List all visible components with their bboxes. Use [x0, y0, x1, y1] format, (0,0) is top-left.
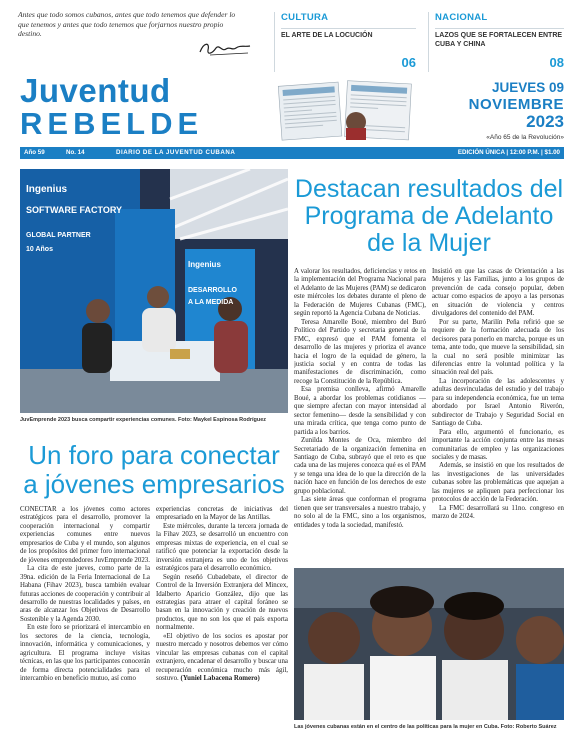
info-bar [20, 147, 564, 159]
paragraph: Por su parte, Marilín Peña refirió que se requiere de la formación adecuada de los decisores para ponerlo en marcha, porque es un tema, ante todo, que mueve la sensibilidad, sin la cual no será posible minimizar las diferencias entre la voluntad política y la situación real del país. [432, 318, 564, 377]
booth-text [26, 183, 122, 257]
photo-jovenes-cubanas [294, 568, 564, 720]
author-signoff: (Yuniel Labacena Romero) [180, 675, 260, 683]
paragraph: Este miércoles, durante la tercera jornada de la Fihav 2023, se desarrolló un encuentro con empresas mixtas de experiencia, en el cual se ratificó que potenciar la exportación desde la inversión extranjera es uno de los objetivos estratégicos para el desarrollo económico. [156, 522, 288, 573]
logo-juventud: Juventud [20, 72, 171, 109]
booth-brand: Ingenius [26, 184, 68, 195]
paragraph: La FMC desarrollará su 11no. congreso en marzo de 2024. [432, 504, 564, 521]
paragraph: Las siete áreas que conforman el programa tienen que ser transversales a nuestro trabajo, y no solo al de la FMC, sino a los organismos, entidades y toda la sociedad, manifestó. [294, 496, 426, 529]
issue-number: No. 14 [66, 149, 85, 156]
students-photo-illustration [294, 568, 564, 720]
article-mujer-col-1 [294, 268, 426, 564]
article-foro-col-2 [156, 506, 288, 738]
paragraph: En este foro se priorizará el intercambio en los sectores de la ciencia, tecnología, innovación, informática y comunicaciones, y agricultura. El programa incluye visitas técnicas, en las que los participantes conocerán de forma directa potencialidades para el intercambio en beneficio mutuo, así como [20, 624, 150, 683]
paragraph: Además, se insistió en que los resultados de las investigaciones de las universidades cubanas sobre las problemáticas que aquejan a las mujeres se apliquen para perfeccionar los protocolos de acción de la Federación. [432, 462, 564, 504]
booth-brand-right: Ingenius [188, 260, 221, 269]
photo-caption: Las jóvenes cubanas están en el centro de las políticas para la mujer en Cuba. Foto: Roberto Suárez [294, 724, 557, 730]
year-motto: «Año 65 de la Revolución» [486, 134, 564, 141]
booth-desarrollo: DESARROLLO [188, 287, 237, 294]
teaser-title: LAZOS QUE SE FORTALECEN ENTRE CUBA Y CHINA [435, 32, 563, 48]
logo-rebelde: REBELDE [20, 106, 204, 141]
newspaper-tagline: DIARIO DE LA JUVENTUD CUBANA [116, 149, 236, 156]
teaser-cultura[interactable] [274, 12, 420, 72]
date-day: JUEVES 09 [491, 80, 564, 95]
newspaper-stack-image [272, 78, 420, 142]
teaser-title: EL ARTE DE LA LOCUCIÓN [281, 32, 373, 39]
issue-year: Año 59 [24, 149, 45, 156]
booth-sign-right [188, 259, 237, 309]
paragraph: Esa premisa conlleva, afirmó Amarelle Boué, a abordar los problemas cotidianos —que siempre afectan con mayor intensidad al sector femenino— desde la sensibilidad y con una mirada crítica, que tenga como punto de partida a los barrios. [294, 386, 426, 436]
booth-global-partner: GLOBAL PARTNER [26, 232, 91, 239]
paragraph: Para ello, argumentó el funcionario, es importante la acción conjunta entre las mesas comunitarias de empleo y las organizaciones sociales y de masas. [432, 428, 564, 461]
date-month: NOVIEMBRE [468, 96, 564, 113]
paragraph: experiencias concretas de iniciativas del empresariado en la Mayor de las Antillas. [156, 506, 288, 522]
paragraph: Zunilda Montes de Oca, miembro del Secretariado de la organización femenina en Santiago de Cuba, subrayó que el reto es que cada una de las mujeres conozca qué es el PAM y se tenga una idea de lo que la dirección de la nación hace en función de los derechos de este grupo poblacional. [294, 437, 426, 495]
article-mujer-col-2 [432, 268, 564, 564]
teaser-page-number: 06 [401, 55, 416, 70]
paragraph-text: «El objetivo de los socios es apostar por nuestro mercado y nosotros debemos ver cómo vincular las empresas cubanas con el capital extranjero, encadenar el desarrollo y buscar una recuperación económica mucho más ágil, sostuvo. [156, 632, 288, 683]
paragraph: La incorporación de las adolescentes y adultas desvinculadas del estudio y del trabajo para su independencia económica, fue un tema abordado por Israel Antonio Riverón, subdirector de Trabajo y Seguridad Social en Santiago de Cuba. [432, 377, 564, 428]
booth-anniversary: 10 Años [26, 246, 53, 253]
headline-foro[interactable]: Un foro para conectar a jóvenes empresarios [23, 440, 285, 499]
masthead-quote: Antes que todo somos cubanos, antes que todo tenemos que defender lo que tenemos y antes que todo tenemos que forjarnos nuestro propio destino. [18, 10, 236, 38]
booth-software-factory: SOFTWARE FACTORY [26, 205, 123, 215]
teaser-page-number: 08 [549, 55, 564, 70]
paragraph: Insistió en que las casas de Orientación a las Mujeres y las Familias, junto a los grupos de prevención de cada consejo popular, deben actuar como espacios de apoyo a las personas en situación de violencia y centros divulgadores del contenido del PAM. [432, 268, 564, 318]
photo-juvemprende [20, 169, 288, 413]
divider [435, 28, 564, 29]
paragraph [156, 633, 288, 684]
signature-image [196, 38, 254, 60]
paragraph: A valorar los resultados, deficiencias y retos en la implementación del Programa Nacional para el Adelanto de las Mujeres (PAM) se dedicaron este miércoles los debates durante el pleno de la Federación de Mujeres Cubanas (FMC), según reportó la Agencia Cubana de Noticias. [294, 268, 426, 318]
edition-info: EDICIÓN ÚNICA | 12:00 P.M. | $1.00 [457, 149, 560, 156]
photo-caption: JuvEmprende 2023 busca compartir experiencias comunes. Foto: Maykel Espinosa Rodríguez [20, 417, 267, 423]
teaser-nacional[interactable] [428, 12, 568, 72]
date-year: 2023 [526, 112, 564, 131]
paragraph: Según reseñó Cubadebate, el director de Control de la Inversión Extranjera del Mincex, Idalberto Aparicio González, dijo que las estrategias para atraer el capital foráneo se basan en la innovación y creación de nuevos productos, que no son los que el país exporta normalmente. [156, 573, 288, 632]
paragraph: La cita de este jueves, como parte de la 39na. edición de la Feria Internacional de La Habana (Fihav 2023), busca también evaluar futuras acciones de cooperación y contribuir al desarrollo de nuestras localidades y países, en aras de alcanzar los Objetivos de Desarrollo Sostenible y la Agenda 2030. [20, 565, 150, 623]
teaser-section: CULTURA [281, 12, 329, 23]
article-foro-col-1 [20, 506, 150, 738]
booth-medida: A LA MEDIDA [188, 299, 234, 306]
headline-mujer[interactable]: Destacan resultados del Programa de Adelanto de la Mujer [294, 175, 564, 257]
paragraph: CONECTAR a los jóvenes como actores estratégicos para el desarrollo, promover la cooperación internacional y compartir experiencias comunes entre nuevos empresarios de Cuba y el mundo, son algunos de los propósitos del primer foro internacional de jóvenes emprendedores JuvEmprende 2023. [20, 506, 150, 564]
divider [281, 28, 416, 29]
teaser-section: NACIONAL [435, 12, 488, 23]
paragraph: Teresa Amarelle Boué, miembro del Buró Político del Partido y secretaria general de la FMC, expresó que el PAM fomenta el desarrollo de las mujeres y prioriza el avance hacia el logro de la equidad de género, la justicia social y en contra de todas las manifestaciones de discriminación, como recoge la Constitución de la República. [294, 318, 426, 385]
